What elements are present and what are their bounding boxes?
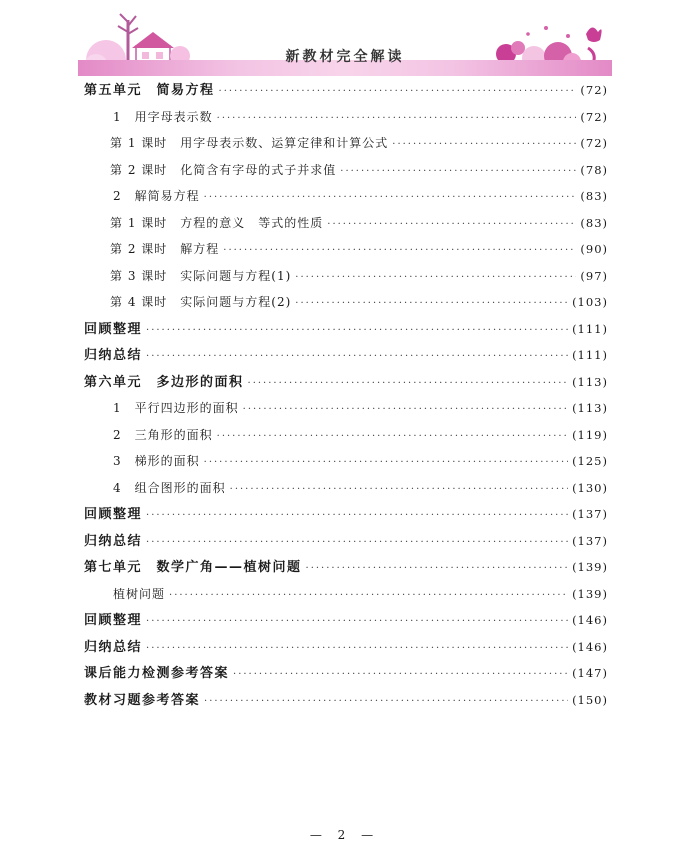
toc-entry-page: (130) [572, 480, 608, 495]
toc-entry-page: (146) [572, 639, 608, 654]
toc-entry [84, 210, 608, 237]
toc-entry-page: (125) [572, 454, 608, 468]
dot-leader [295, 291, 568, 318]
toc-entry [84, 316, 608, 343]
toc-entry [84, 263, 608, 290]
page-number: — 2 — [309, 828, 380, 842]
toc-entry-page: (137) [572, 507, 608, 521]
toc-entry [84, 289, 608, 316]
toc-entry-page: (139) [572, 586, 608, 601]
dot-leader [204, 689, 568, 716]
toc-entry-page: (139) [572, 560, 608, 574]
toc-entry-title: 3 梯形的面积 [113, 454, 200, 468]
toc-entry-title: 第 4 课时 实际问题与方程(2) [110, 295, 292, 309]
dot-leader [217, 106, 577, 133]
dot-leader [230, 477, 568, 504]
toc-entry-title: 2 三角形的面积 [113, 427, 213, 442]
dot-leader [146, 530, 568, 557]
toc-entry-page: (146) [572, 613, 608, 627]
toc-entry-title: 第 1 课时 用字母表示数、运算定律和计算公式 [110, 136, 389, 150]
toc-entry-page: (147) [572, 666, 608, 680]
toc-entry [84, 687, 608, 714]
toc-entry-page: (72) [580, 109, 608, 124]
page-header [78, 10, 612, 76]
dot-leader [146, 344, 568, 371]
toc-entry-page: (78) [580, 162, 608, 177]
toc-entry-page: (83) [580, 189, 608, 203]
toc-entry [84, 395, 608, 422]
toc-entry-page: (103) [572, 295, 608, 309]
toc-entry [84, 422, 608, 449]
dot-leader [306, 556, 569, 583]
toc-entry-title: 第 2 课时 化简含有字母的式子并求值 [110, 162, 337, 177]
toc-entry [84, 130, 608, 157]
toc-entry-page: (137) [572, 533, 608, 548]
toc-entry-title: 2 解简易方程 [113, 189, 200, 203]
toc-entry [84, 607, 608, 634]
toc-entry-title: 归纳总结 [84, 533, 143, 549]
toc-entry [84, 342, 608, 369]
toc-entry [84, 475, 608, 502]
dot-leader [219, 79, 577, 106]
toc-entry [84, 236, 608, 263]
toc-entry-page: (97) [580, 268, 608, 283]
dot-leader [295, 265, 576, 292]
toc-entry-page: (113) [572, 401, 608, 415]
toc-entry-page: (113) [572, 374, 608, 389]
toc-entry-title: 第六单元 多边形的面积 [84, 374, 244, 390]
dot-leader [146, 503, 568, 530]
dot-leader [146, 636, 568, 663]
dot-leader [217, 424, 568, 451]
toc-entry [84, 660, 608, 687]
toc-entry-page: (111) [572, 321, 608, 336]
toc-entry-title: 植树问题 [113, 586, 166, 601]
dot-leader [248, 371, 569, 398]
table-of-contents [84, 77, 608, 713]
book-title: 新教材完全解读 [285, 49, 405, 65]
toc-entry-page: (119) [572, 427, 608, 442]
dot-leader [327, 212, 576, 239]
toc-entry-page: (72) [580, 136, 608, 150]
toc-entry-page: (83) [580, 215, 608, 230]
dot-leader [223, 238, 576, 265]
toc-entry-title: 回顾整理 [84, 613, 143, 628]
toc-entry [84, 501, 608, 528]
toc-entry [84, 581, 608, 608]
toc-entry-title: 1 用字母表示数 [113, 109, 213, 124]
toc-entry-title: 回顾整理 [84, 321, 143, 337]
toc-entry [84, 369, 608, 396]
toc-entry-title: 归纳总结 [84, 639, 143, 655]
toc-entry-title: 课后能力检测参考答案 [84, 666, 230, 681]
toc-entry-title: 第 3 课时 实际问题与方程(1) [110, 268, 292, 283]
toc-entry-title: 归纳总结 [84, 348, 143, 363]
toc-entry-page: (111) [572, 348, 608, 362]
dot-leader [340, 159, 576, 186]
dot-leader [204, 185, 577, 212]
dot-leader [243, 397, 568, 424]
toc-entry-page: (72) [580, 83, 608, 97]
dot-leader [233, 662, 568, 689]
toc-entry-title: 第 2 课时 解方程 [110, 242, 220, 256]
toc-entry [84, 77, 608, 104]
toc-entry [84, 634, 608, 661]
toc-entry [84, 104, 608, 131]
toc-entry-title: 第七单元 数学广角——植树问题 [84, 560, 302, 575]
toc-entry-title: 教材习题参考答案 [84, 692, 201, 708]
dot-leader [146, 318, 568, 345]
toc-entry [84, 448, 608, 475]
toc-entry [84, 528, 608, 555]
dot-leader [204, 450, 568, 477]
toc-entry [84, 157, 608, 184]
dot-leader [392, 132, 576, 159]
toc-entry-title: 回顾整理 [84, 507, 143, 522]
toc-entry-title: 1 平行四边形的面积 [113, 401, 239, 415]
toc-entry-page: (90) [580, 242, 608, 256]
dot-leader [169, 583, 568, 610]
toc-entry-title: 4 组合图形的面积 [113, 480, 226, 495]
toc-entry [84, 554, 608, 581]
toc-entry-title: 第五单元 简易方程 [84, 83, 215, 98]
dot-leader [146, 609, 568, 636]
toc-entry-page: (150) [572, 692, 608, 707]
toc-entry-title: 第 1 课时 方程的意义 等式的性质 [110, 215, 324, 230]
toc-entry [84, 183, 608, 210]
